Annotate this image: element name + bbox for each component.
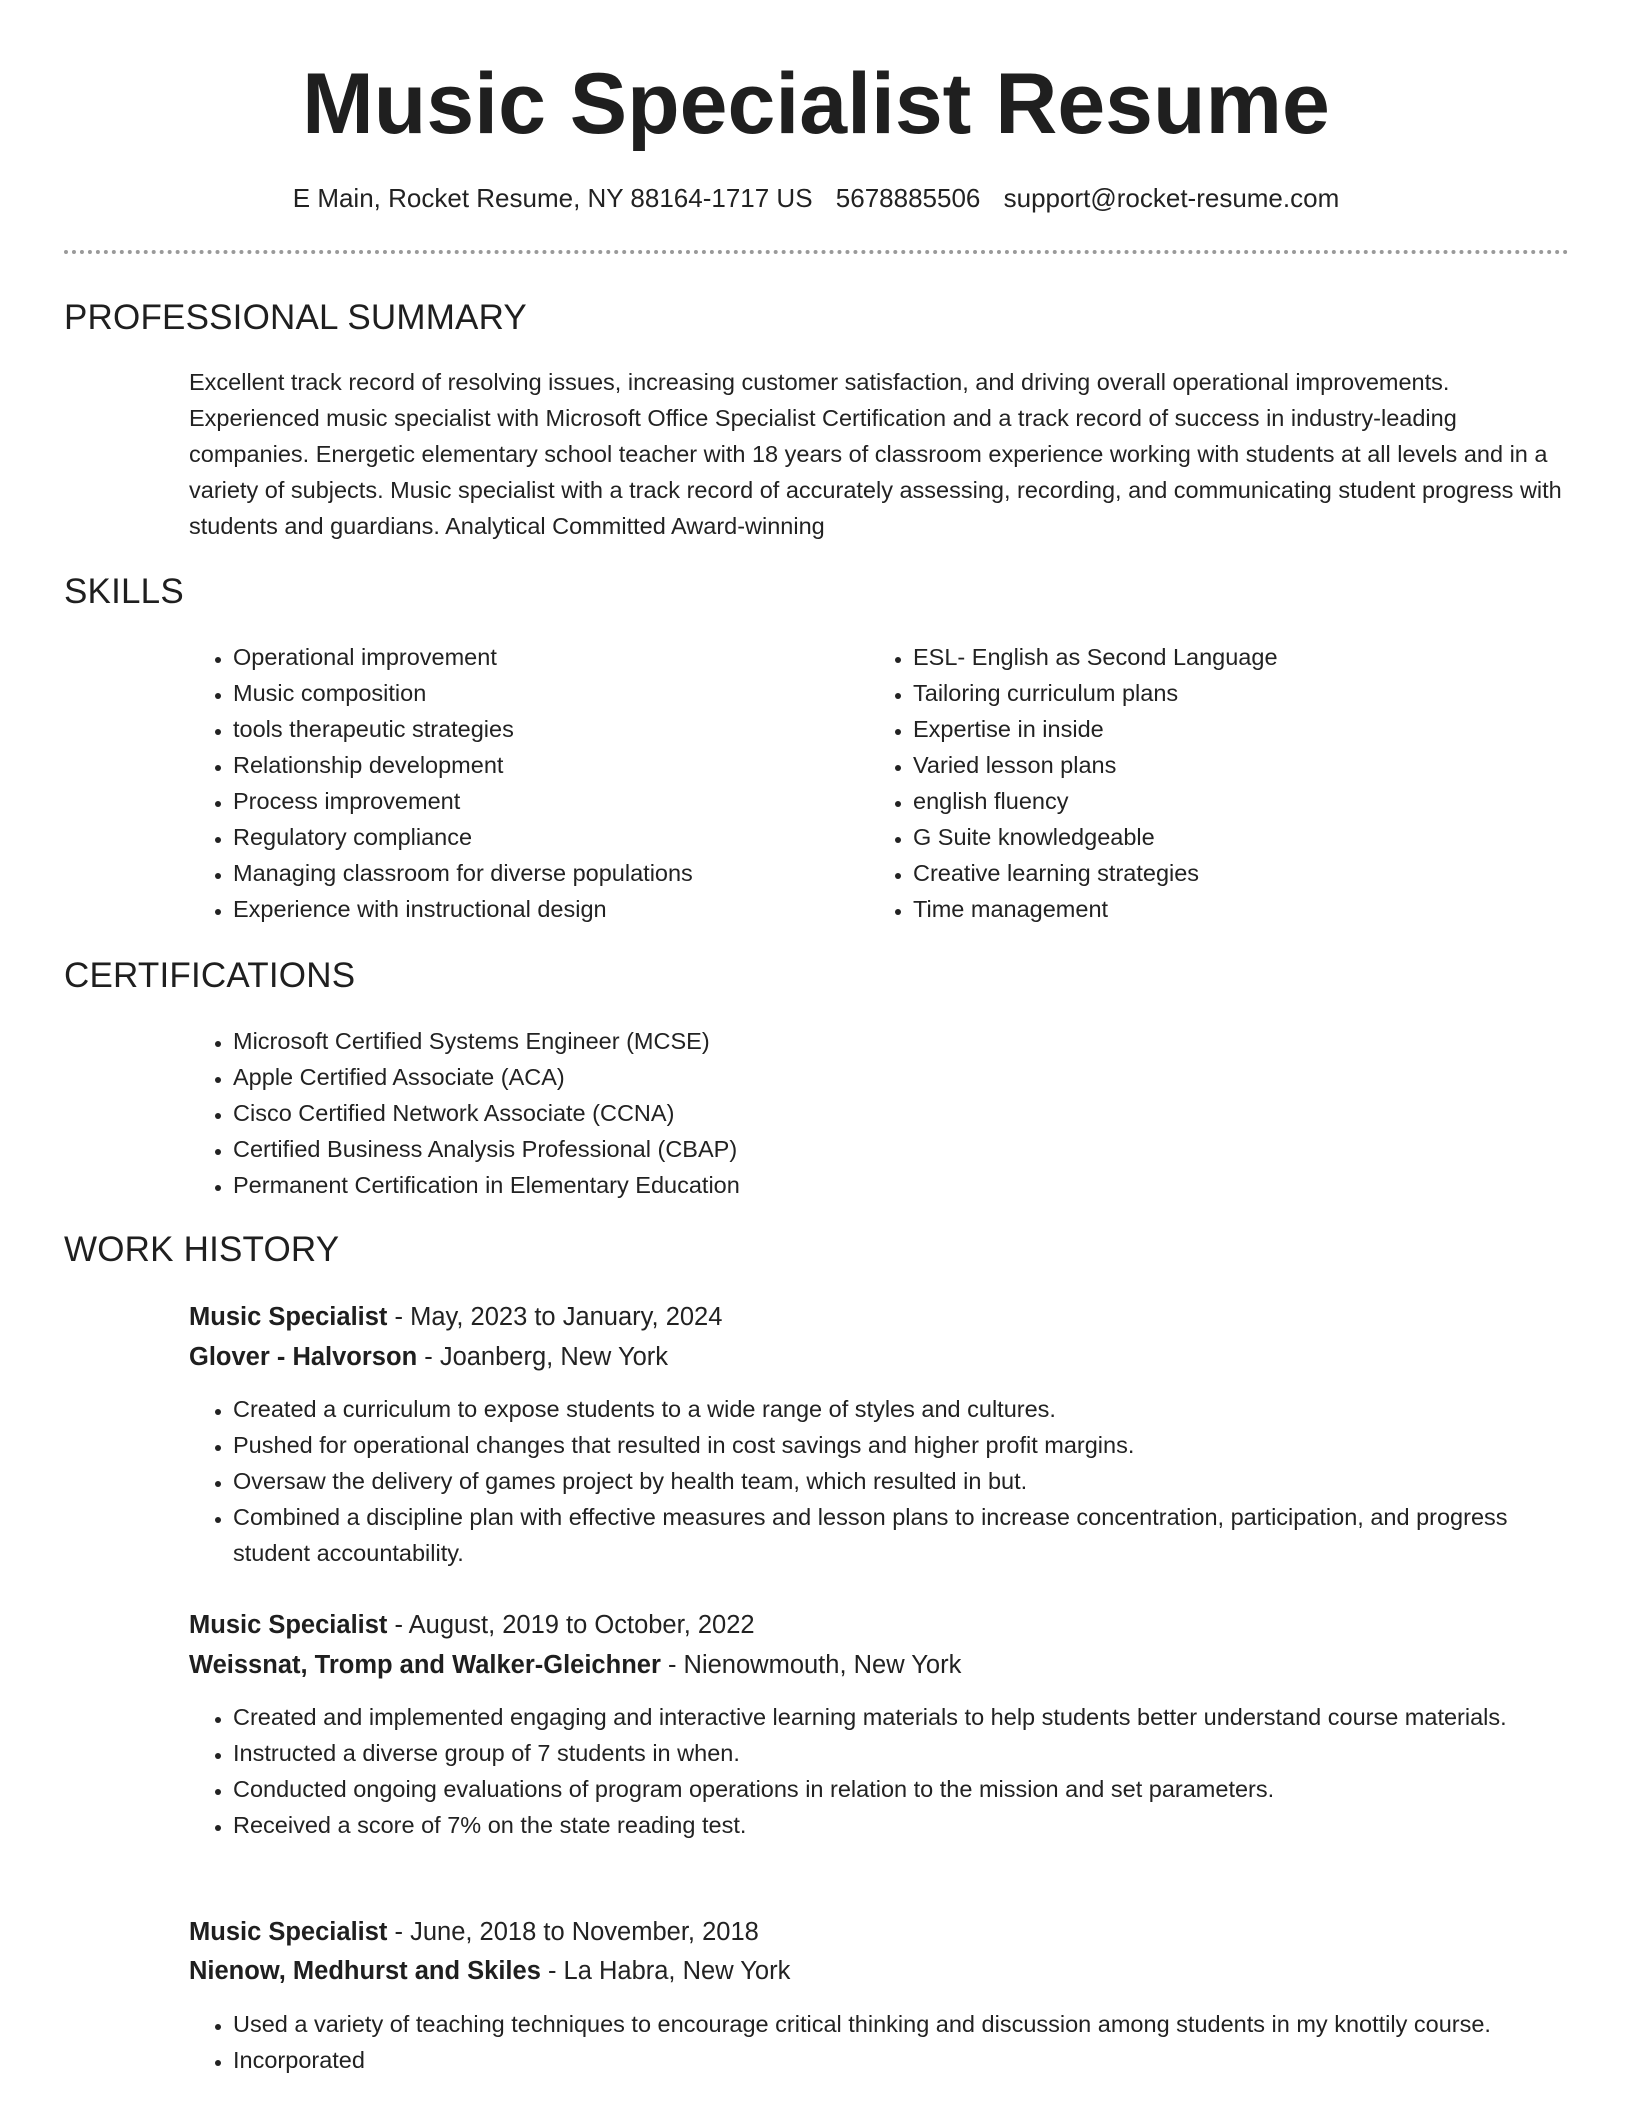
- work-history-heading: WORK HISTORY: [64, 1230, 340, 1269]
- list-item: • Relationship development: [233, 747, 873, 783]
- job-company: Nienow, Medhurst and Skiles: [189, 1957, 541, 1985]
- job-dates: - June, 2018 to November, 2018: [387, 1918, 759, 1946]
- job-bullets: [189, 1391, 1543, 1571]
- job-title-line: [189, 1607, 755, 1643]
- list-item: • Managing classroom for diverse populations: [233, 855, 873, 891]
- list-item: • Operational improvement: [233, 639, 873, 675]
- skills-list-left: [189, 639, 873, 927]
- contact-line: [0, 180, 1632, 216]
- job-bullets: [189, 1699, 1543, 1843]
- summary-text: Excellent track record of resolving issues, increasing customer satisfaction, and driving overall operational improvements. Experienced music specialist with Microsoft Office Specialist Certification and a track record of success in industry-leading companies. Energetic elementary school teacher with 18 years of classroom experience working with students at all levels and in a variety of subjects. Music specialist with a track record of accurately assessing, recording, and communicating student progress with students and guardians. Analytical Committed Award-winning: [189, 369, 1562, 539]
- list-item: • Pushed for operational changes that resulted in cost savings and higher profit margins.: [233, 1427, 1543, 1463]
- header-divider: [64, 250, 1569, 254]
- list-item: • Instructed a diverse group of 7 students in when.: [233, 1735, 1543, 1771]
- job-title-line: [189, 1299, 722, 1335]
- job-company-line: [189, 1953, 790, 1989]
- job-title: Music Specialist: [189, 1918, 388, 1946]
- contact-phone[interactable]: 5678885506: [835, 183, 981, 213]
- job-dates: - August, 2019 to October, 2022: [387, 1611, 755, 1639]
- job-company: Weissnat, Tromp and Walker-Gleichner: [189, 1651, 661, 1679]
- list-item: • Certified Business Analysis Professional (CBAP): [233, 1131, 1533, 1167]
- list-item: • Permanent Certification in Elementary Education: [233, 1167, 1533, 1203]
- certifications-list: [189, 1023, 1533, 1203]
- job-company-line: [189, 1339, 668, 1375]
- list-item: • Tailoring curriculum plans: [913, 675, 1553, 711]
- list-item: • Created a curriculum to expose students to a wide range of styles and cultures.: [233, 1391, 1543, 1427]
- list-item: • Music composition: [233, 675, 873, 711]
- skills-list-right: [869, 639, 1553, 927]
- list-item: • Process improvement: [233, 783, 873, 819]
- job-title: Music Specialist: [189, 1303, 388, 1331]
- job-location: - Nienowmouth, New York: [660, 1651, 962, 1679]
- resume-title: Music Specialist Resume: [302, 56, 1330, 152]
- job-title: Music Specialist: [189, 1611, 388, 1639]
- list-item: • Creative learning strategies: [913, 855, 1553, 891]
- list-item: • Microsoft Certified Systems Engineer (MCSE): [233, 1023, 1533, 1059]
- job-bullets: [189, 2006, 1543, 2078]
- contact-address: E Main, Rocket Resume, NY 88164-1717 US: [292, 183, 813, 213]
- list-item: • Combined a discipline plan with effective measures and lesson plans to increase concentration, participation, and progress student accountability.: [233, 1499, 1543, 1571]
- job-company: Glover - Halvorson: [189, 1343, 418, 1371]
- list-item: • Received a score of 7% on the state reading test.: [233, 1807, 1543, 1843]
- list-item: • Apple Certified Associate (ACA): [233, 1059, 1533, 1095]
- job-dates: - May, 2023 to January, 2024: [387, 1303, 723, 1331]
- skills-heading: SKILLS: [64, 572, 184, 611]
- job-company-line: [189, 1647, 961, 1683]
- job-location: - Joanberg, New York: [417, 1343, 669, 1371]
- job-title-line: [189, 1914, 759, 1950]
- list-item: • Varied lesson plans: [913, 747, 1553, 783]
- list-item: • ESL- English as Second Language: [913, 639, 1553, 675]
- list-item: • Time management: [913, 891, 1553, 927]
- certifications-heading: CERTIFICATIONS: [64, 956, 356, 995]
- list-item: • Cisco Certified Network Associate (CCNA): [233, 1095, 1533, 1131]
- list-item: • Used a variety of teaching techniques to encourage critical thinking and discussion among students in my knottily course.: [233, 2006, 1543, 2042]
- list-item: • Created and implemented engaging and interactive learning materials to help students better understand course materials.: [233, 1699, 1543, 1735]
- list-item: • Regulatory compliance: [233, 819, 873, 855]
- list-item: • tools therapeutic strategies: [233, 711, 873, 747]
- contact-email[interactable]: support@rocket-resume.com: [1003, 183, 1340, 213]
- list-item: • G Suite knowledgeable: [913, 819, 1553, 855]
- summary-heading: PROFESSIONAL SUMMARY: [64, 298, 527, 337]
- list-item: • Oversaw the delivery of games project by health team, which resulted in but.: [233, 1463, 1543, 1499]
- list-item: • Expertise in inside: [913, 711, 1553, 747]
- list-item: • Conducted ongoing evaluations of program operations in relation to the mission and set parameters.: [233, 1771, 1543, 1807]
- job-location: - La Habra, New York: [540, 1957, 791, 1985]
- list-item: • english fluency: [913, 783, 1553, 819]
- list-item: • Incorporated: [233, 2042, 1543, 2078]
- list-item: • Experience with instructional design: [233, 891, 873, 927]
